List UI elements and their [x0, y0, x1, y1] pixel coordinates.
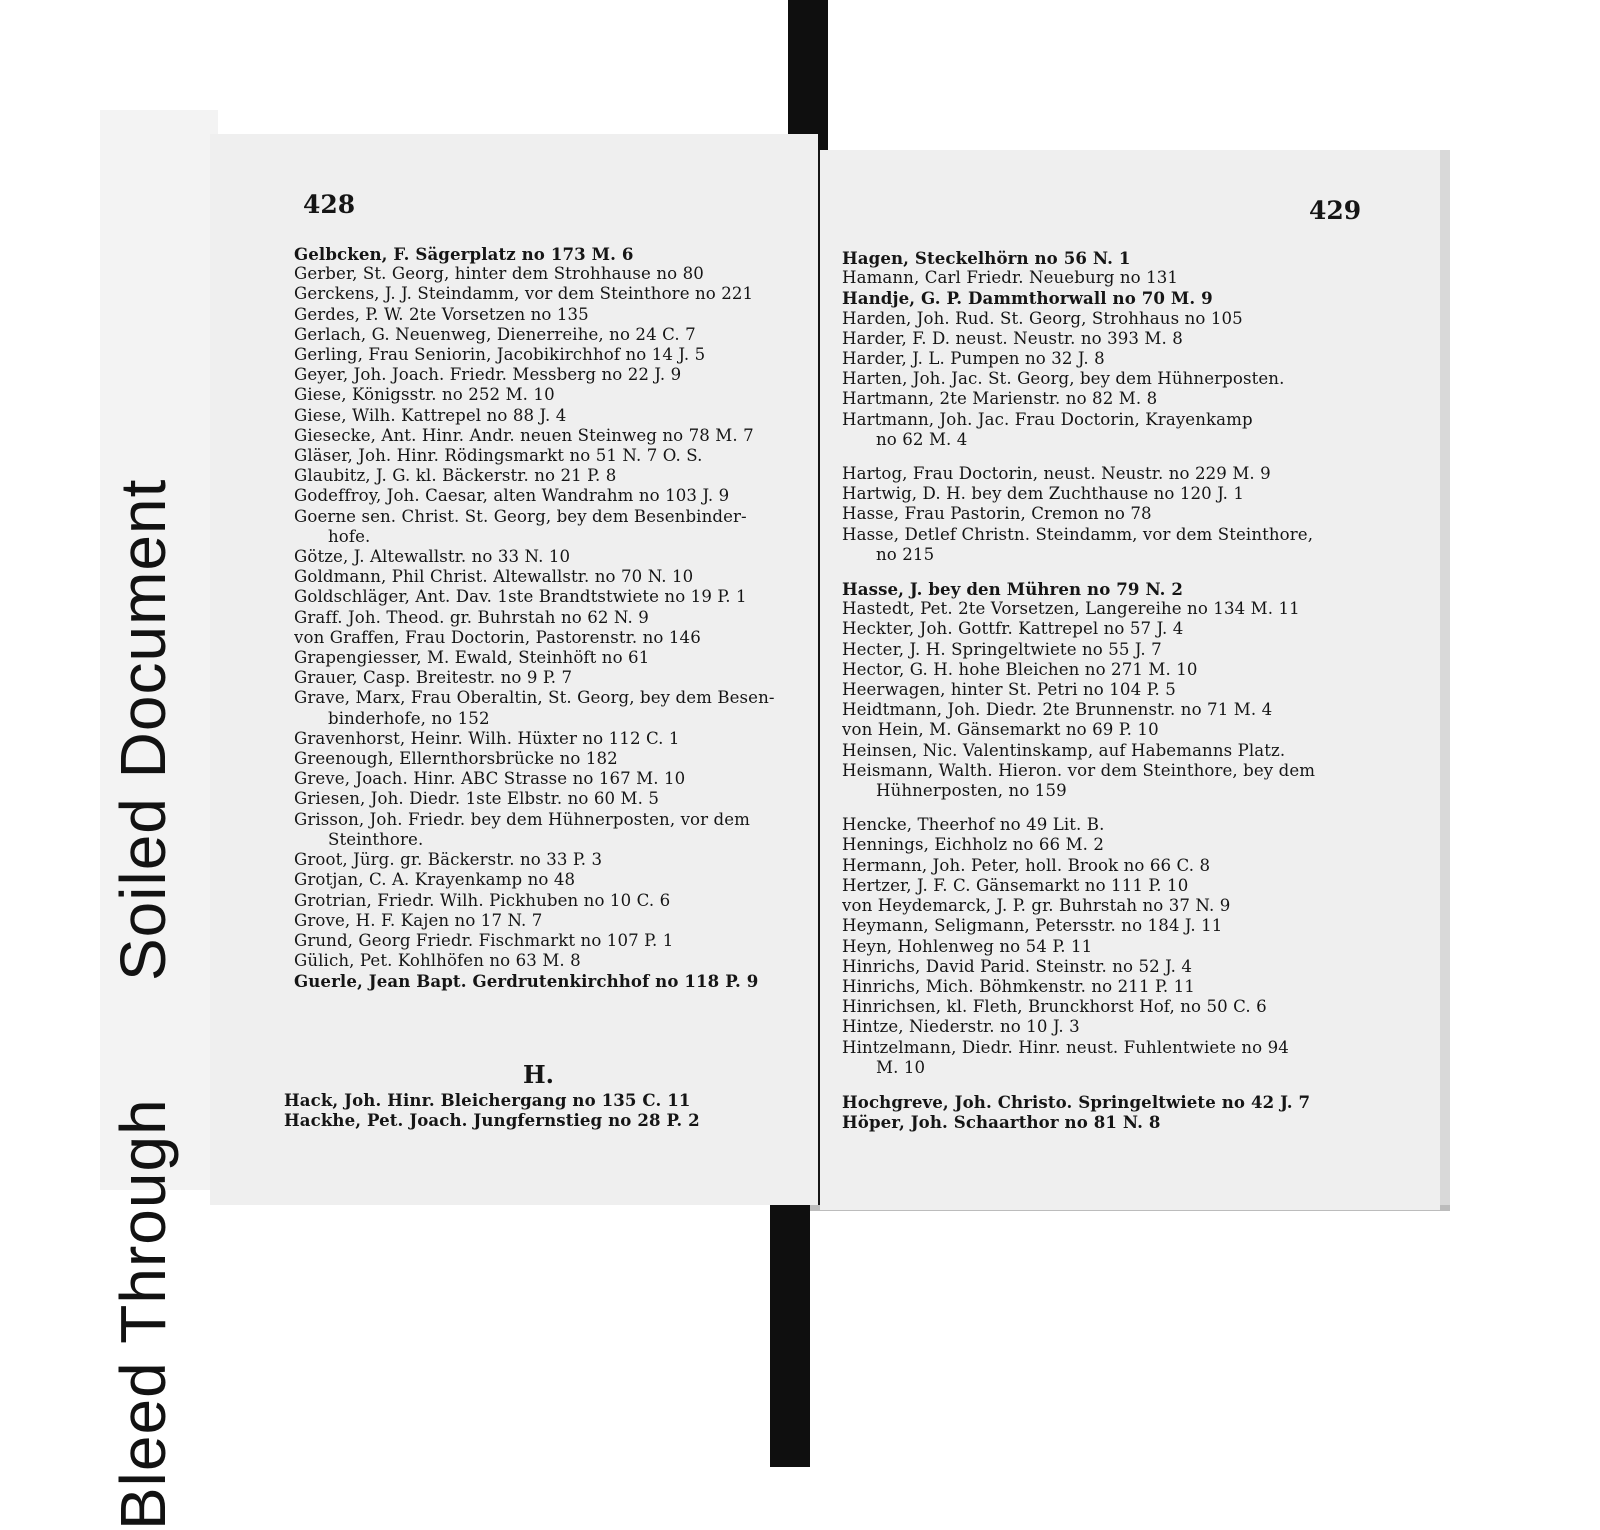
list-item: Heerwagen, hinter St. Petri no 104 P. 5	[842, 680, 1176, 700]
list-item: Hintze, Niederstr. no 10 J. 3	[842, 1017, 1080, 1037]
list-item: Hühnerposten, no 159	[876, 781, 1067, 801]
list-item: Groot, Jürg. gr. Bäckerstr. no 33 P. 3	[294, 850, 603, 870]
right-page-entries	[842, 248, 1347, 1132]
list-item: Hennings, Eichholz no 66 M. 2	[842, 835, 1105, 855]
list-item: Grapengiesser, M. Ewald, Steinhöft no 61	[294, 648, 650, 668]
left-page	[210, 134, 818, 1205]
list-item: Hartog, Frau Doctorin, neust. Neustr. no 229 M. 9	[842, 464, 1271, 484]
list-item: Griesen, Joh. Diedr. 1ste Elbstr. no 60 M. 5	[294, 789, 660, 809]
list-item: Grisson, Joh. Friedr. bey dem Hühnerposten, vor dem	[294, 809, 751, 829]
list-item: no 215	[876, 544, 935, 564]
list-item: von Hein, M. Gänsemarkt no 69 P. 10	[842, 720, 1159, 740]
list-item: Gelbcken, F. Sägerplatz no 173 M. 6	[294, 244, 634, 264]
list-item: Hackhe, Pet. Joach. Jungfernstieg no 28 P. 2	[284, 1110, 700, 1131]
list-item: Hermann, Joh. Peter, holl. Brook no 66 C. 8	[842, 855, 1211, 875]
list-item: Hartmann, Joh. Jac. Frau Doctorin, Krayenkamp	[842, 409, 1253, 429]
list-item: Hartmann, 2te Marienstr. no 82 M. 8	[842, 389, 1158, 409]
soiled-document-label: Soiled Document	[107, 478, 179, 981]
list-item: Hintzelmann, Diedr. Hinr. neust. Fuhlentwiete no 94	[842, 1037, 1289, 1057]
list-item: Hinrichsen, kl. Fleth, Brunckhorst Hof, no 50 C. 6	[842, 997, 1267, 1017]
list-item: Gerlach, G. Neuenweg, Dienerreihe, no 24 C. 7	[294, 324, 696, 344]
list-item: Hasse, Frau Pastorin, Cremon no 78	[842, 504, 1152, 524]
list-item: Grund, Georg Friedr. Fischmarkt no 107 P. 1	[294, 930, 674, 950]
list-item: Handje, G. P. Dammthorwall no 70 M. 9	[842, 288, 1213, 309]
left-page-entries-h	[284, 1090, 784, 1130]
list-item: Graff. Joh. Theod. gr. Buhrstah no 62 N. 9	[294, 607, 649, 627]
list-item: Grotjan, C. A. Krayenkamp no 48	[294, 870, 576, 890]
list-item: Gravenhorst, Heinr. Wilh. Hüxter no 112 C. 1	[294, 728, 680, 748]
list-item: Hector, G. H. hohe Bleichen no 271 M. 10	[842, 659, 1198, 679]
list-item: Hochgreve, Joh. Christo. Springeltwiete no 42 J. 7	[842, 1091, 1311, 1112]
list-item: hofe.	[328, 526, 371, 546]
list-item: von Heydemarck, J. P. gr. Buhrstah no 37 N. 9	[842, 896, 1231, 916]
list-item: Glaubitz, J. G. kl. Bäckerstr. no 21 P. 8	[294, 466, 617, 486]
list-item: Goldschläger, Ant. Dav. 1ste Brandtstwiete no 19 P. 1	[294, 587, 747, 607]
list-item: Hencke, Theerhof no 49 Lit. B.	[842, 815, 1105, 835]
left-page-entries	[294, 244, 794, 992]
list-item: Heyn, Hohlenweg no 54 P. 11	[842, 936, 1093, 956]
list-item: Harden, Joh. Rud. St. Georg, Strohhaus no 105	[842, 308, 1243, 328]
list-item: von Graffen, Frau Doctorin, Pastorenstr. no 146	[294, 627, 701, 647]
section-letter-heading: H.	[523, 1060, 555, 1089]
list-item: Grotrian, Friedr. Wilh. Pickhuben no 10 C. 6	[294, 890, 671, 910]
bleed-through-label: Bleed Through	[107, 1098, 179, 1530]
list-item: Gerber, St. Georg, hinter dem Strohhause no 80	[294, 264, 704, 284]
list-item: Hagen, Steckelhörn no 56 N. 1	[842, 248, 1131, 268]
list-item: no 62 M. 4	[876, 429, 968, 449]
list-item: Hasse, Detlef Christn. Steindamm, vor dem Steinthore,	[842, 524, 1314, 544]
list-item: Hertzer, J. F. C. Gänsemarkt no 111 P. 10	[842, 875, 1189, 895]
list-item: Giese, Königsstr. no 252 M. 10	[294, 385, 555, 405]
list-item: Heismann, Walth. Hieron. vor dem Steinthore, bey dem	[842, 760, 1316, 780]
page-number-left: 428	[303, 190, 356, 219]
list-item: Grauer, Casp. Breitestr. no 9 P. 7	[294, 668, 573, 688]
list-item: Greenough, Ellernthorsbrücke no 182	[294, 749, 618, 769]
list-item: Hinrichs, David Parid. Steinstr. no 52 J. 4	[842, 956, 1193, 976]
list-item: Heidtmann, Joh. Diedr. 2te Brunnenstr. no 71 M. 4	[842, 700, 1273, 720]
list-item: Hartwig, D. H. bey dem Zuchthause no 120 J. 1	[842, 484, 1245, 504]
list-item: Harten, Joh. Jac. St. Georg, bey dem Hühnerposten.	[842, 369, 1285, 389]
list-item: Gülich, Pet. Kohlhöfen no 63 M. 8	[294, 951, 581, 971]
list-item: Heckter, Joh. Gottfr. Kattrepel no 57 J. 4	[842, 619, 1184, 639]
list-item: binderhofe, no 152	[328, 708, 490, 728]
list-item: Hastedt, Pet. 2te Vorsetzen, Langereihe no 134 M. 11	[842, 599, 1300, 619]
list-item: Götze, J. Altewallstr. no 33 N. 10	[294, 547, 571, 567]
list-item: Gerdes, P. W. 2te Vorsetzen no 135	[294, 304, 589, 324]
list-item: Hamann, Carl Friedr. Neueburg no 131	[842, 268, 1179, 288]
list-item: Goerne sen. Christ. St. Georg, bey dem Besenbinder-	[294, 506, 747, 526]
list-item: Höper, Joh. Schaarthor no 81 N. 8	[842, 1112, 1161, 1133]
list-item: Greve, Joach. Hinr. ABC Strasse no 167 M. 10	[294, 769, 686, 789]
list-item: Steinthore.	[328, 829, 424, 849]
list-item: Grave, Marx, Frau Oberaltin, St. Georg, bey dem Besen-	[294, 688, 775, 708]
list-item: Geyer, Joh. Joach. Friedr. Messberg no 22 J. 9	[294, 365, 682, 385]
list-item: Harder, F. D. neust. Neustr. no 393 M. 8	[842, 328, 1183, 348]
list-item: Giese, Wilh. Kattrepel no 88 J. 4	[294, 405, 567, 425]
list-item: Hinrichs, Mich. Böhmkenstr. no 211 P. 11	[842, 976, 1195, 996]
list-item: Godeffroy, Joh. Caesar, alten Wandrahm no 103 J. 9	[294, 486, 730, 506]
list-item: Hecter, J. H. Springeltwiete no 55 J. 7	[842, 639, 1162, 659]
list-item: Goldmann, Phil Christ. Altewallstr. no 70 N. 10	[294, 567, 694, 587]
list-item: Gerckens, J. J. Steindamm, vor dem Steinthore no 221	[294, 284, 754, 304]
page-number-right: 429	[1309, 196, 1362, 225]
list-item: Hasse, J. bey den Mühren no 79 N. 2	[842, 579, 1184, 600]
list-item: M. 10	[876, 1057, 926, 1077]
list-item: Harder, J. L. Pumpen no 32 J. 8	[842, 349, 1105, 369]
list-item: Gerling, Frau Seniorin, Jacobikirchhof no 14 J. 5	[294, 345, 706, 365]
list-item: Hack, Joh. Hinr. Bleichergang no 135 C. 11	[284, 1090, 691, 1110]
list-item: Gläser, Joh. Hinr. Rödingsmarkt no 51 N. 7 O. S.	[294, 446, 703, 466]
list-item: Heymann, Seligmann, Petersstr. no 184 J. 11	[842, 916, 1223, 936]
list-item: Guerle, Jean Bapt. Gerdrutenkirchhof no 118 P. 9	[294, 971, 759, 992]
list-item: Giesecke, Ant. Hinr. Andr. neuen Steinweg no 78 M. 7	[294, 425, 754, 445]
right-page	[820, 150, 1440, 1210]
list-item: Grove, H. F. Kajen no 17 N. 7	[294, 910, 543, 930]
list-item: Heinsen, Nic. Valentinskamp, auf Habemanns Platz.	[842, 740, 1286, 760]
